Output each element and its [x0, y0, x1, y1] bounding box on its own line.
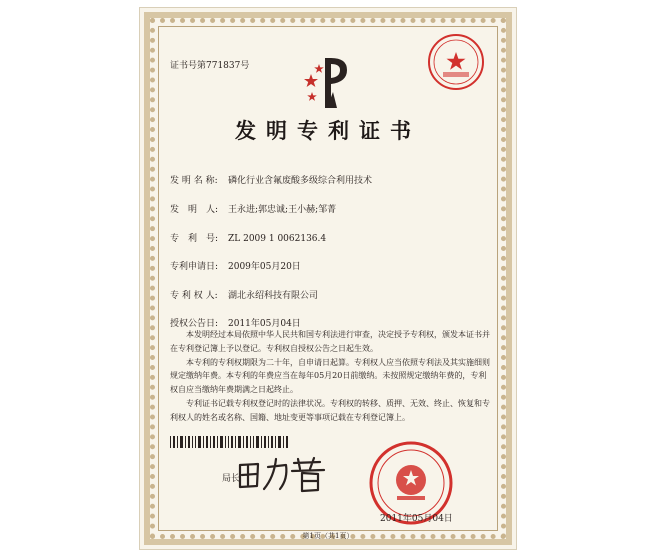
body-paragraph: 本发明经过本局依照中华人民共和国专利法进行审查，决定授予专利权，颁发本证书并在专利登记簿上予以登记。专利权自授权公告之日起生效。 — [170, 330, 490, 353]
field-label: 发 明 名 称: — [170, 176, 218, 186]
patent-certificate — [140, 8, 516, 549]
field-value: ZL 2009 1 0062136.4 — [228, 234, 327, 244]
field-patentee — [170, 288, 318, 301]
field-value: 2011年05月04日 — [228, 319, 301, 329]
patent-office-emblem-icon — [303, 54, 353, 110]
field-value: 湖北永绍科技有限公司 — [228, 291, 319, 301]
body-paragraph: 本专利的专利权期限为二十年，自申请日起算。专利权人应当依照专利法及其实施细则规定缴纳年费。本专利的年费应当在每年05月20日前缴纳。未按照规定缴纳年费的，专利权自应当缴纳年费期满之日起终止。 — [170, 357, 490, 395]
agency-seal-icon — [426, 32, 486, 92]
field-label: 专 利 权 人: — [170, 291, 218, 301]
body-paragraph: 专利证书记载专利权登记时的法律状况。专利权的转移、质押、无效、终止、恢复和专利权人的姓名或名称、国籍、地址变更等事项记载在专利登记簿上。 — [170, 398, 490, 422]
certificate-body-text — [170, 328, 490, 425]
director-label: 局长 — [222, 474, 241, 484]
director-signature-icon — [236, 455, 326, 495]
barcode-icon — [170, 436, 288, 448]
certificate-title: 发明专利证书 — [235, 118, 421, 143]
field-application-date — [170, 259, 301, 272]
field-invention-name — [170, 173, 372, 186]
page-number: 第1页（共1页） — [302, 532, 354, 540]
seal-stamp-date: 2011年05月04日 — [380, 514, 453, 524]
field-label: 发 明 人: — [170, 205, 219, 215]
field-label: 授权公告日: — [170, 319, 219, 329]
field-inventor — [170, 202, 336, 215]
field-label: 专 利 号: — [170, 234, 219, 244]
field-value: 磷化行业含氟废酸多级综合利用技术 — [228, 176, 373, 186]
field-label: 专利申请日: — [170, 262, 219, 272]
certificate-number: 证书号第771837号 — [170, 61, 250, 71]
field-value: 王永进;郭忠诚;王小赫;邹菁 — [228, 205, 337, 215]
field-patent-number — [170, 231, 326, 244]
field-value: 2009年05月20日 — [228, 262, 301, 272]
